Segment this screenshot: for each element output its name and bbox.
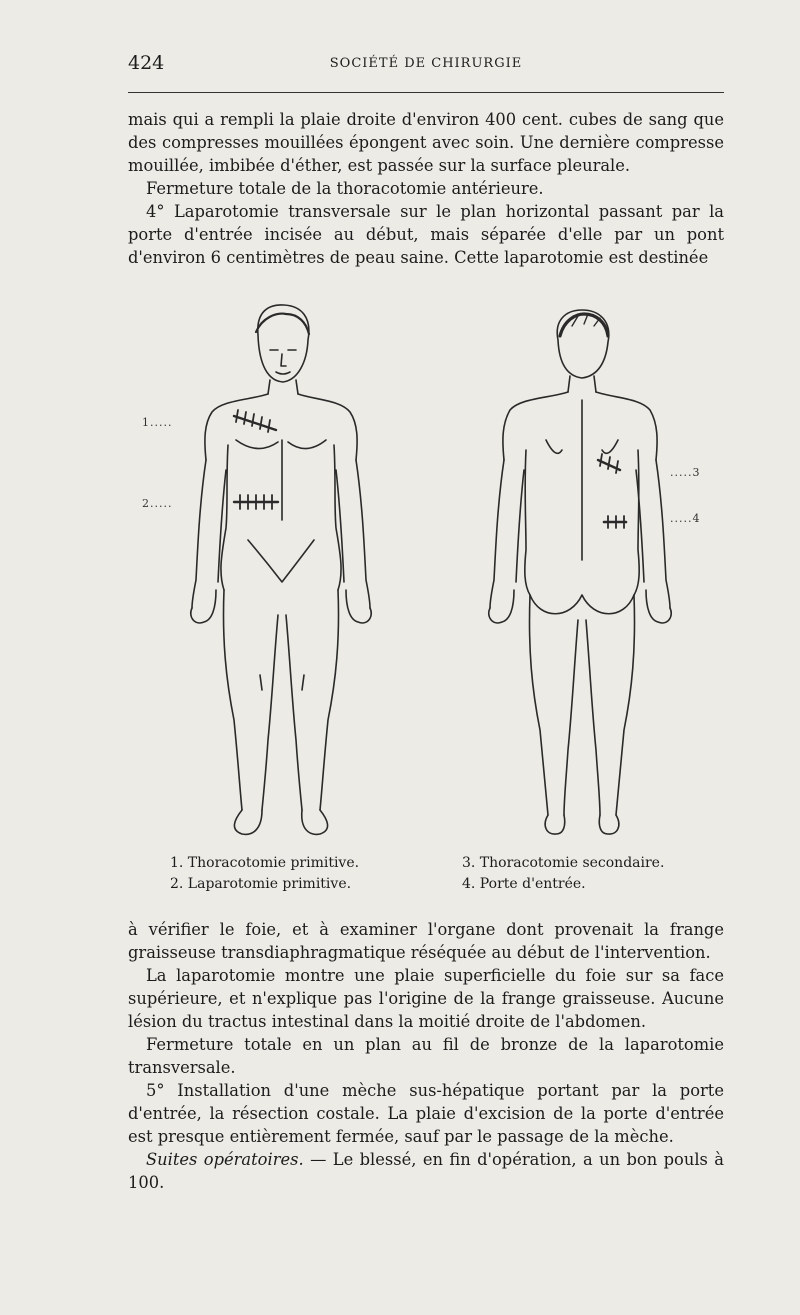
paragraph: à vérifier le foie, et à examiner l'organe dont provenait la frange graisseuse transdiaphragmatique réséquée au début de l'intervention.	[128, 920, 724, 962]
caption-item: 1. Thoracotomie primitive.	[170, 855, 360, 871]
caption-item: 4. Porte d'entrée.	[462, 876, 586, 892]
text-block-top	[128, 108, 724, 269]
paragraph-rest: — Le blessé, en fin d'opération, a un bon pouls à 100.	[128, 1150, 725, 1192]
anatomical-figure	[100, 290, 760, 850]
marker-label-4: .....4	[670, 512, 701, 525]
marker-label-1: 1.....	[142, 416, 173, 429]
italic-lead: Suites opératoires.	[146, 1150, 304, 1169]
running-head: SOCIÉTÉ DE CHIRURGIE	[329, 56, 523, 71]
figure-caption-left	[170, 853, 359, 895]
paragraph: Fermeture totale de la thoracotomie antérieure.	[146, 179, 544, 198]
header-rule	[128, 92, 724, 93]
paragraph: La laparotomie montre une plaie superficielle du foie sur sa face supérieure, et n'explique pas l'origine de la frange graisseuse. Aucune lésion du tractus intestinal dans la moitié droite de l'abdomen.	[128, 966, 724, 1031]
paragraph: mais qui a rempli la plaie droite d'environ 400 cent. cubes de sang que des compresses mouillées épongent avec soin. Une dernière compresse mouillée, imbibée d'éther, est passée sur la surface pleurale.	[128, 110, 724, 175]
page-header	[128, 52, 724, 78]
text-block-bottom	[128, 918, 724, 1194]
front-figure	[191, 305, 372, 834]
figure-caption-right	[462, 853, 664, 895]
body-outline-drawing	[100, 290, 760, 850]
paragraph: Fermeture totale en un plan au fil de bronze de la laparotomie transversale.	[128, 1035, 724, 1077]
paragraph: 4° Laparotomie transversale sur le plan horizontal passant par la porte d'entrée incisée au début, mais séparée d'elle par un pont d'environ 6 centimètres de peau saine. Cette laparotomie est destinée	[128, 202, 724, 267]
caption-item: 2. Laparotomie primitive.	[170, 876, 352, 892]
page-number: 424	[128, 52, 165, 74]
caption-item: 3. Thoracotomie secondaire.	[462, 855, 665, 871]
paragraph-last	[128, 1148, 724, 1194]
paragraph: 5° Installation d'une mèche sus-hépatique portant par la porte d'entrée, la résection costale. La plaie d'excision de la porte d'entrée est presque entièrement fermée, sauf par le passage de la mèche.	[128, 1081, 724, 1146]
marker-label-2: 2.....	[142, 497, 173, 510]
back-figure	[489, 310, 672, 834]
marker-label-3: .....3	[670, 466, 701, 479]
